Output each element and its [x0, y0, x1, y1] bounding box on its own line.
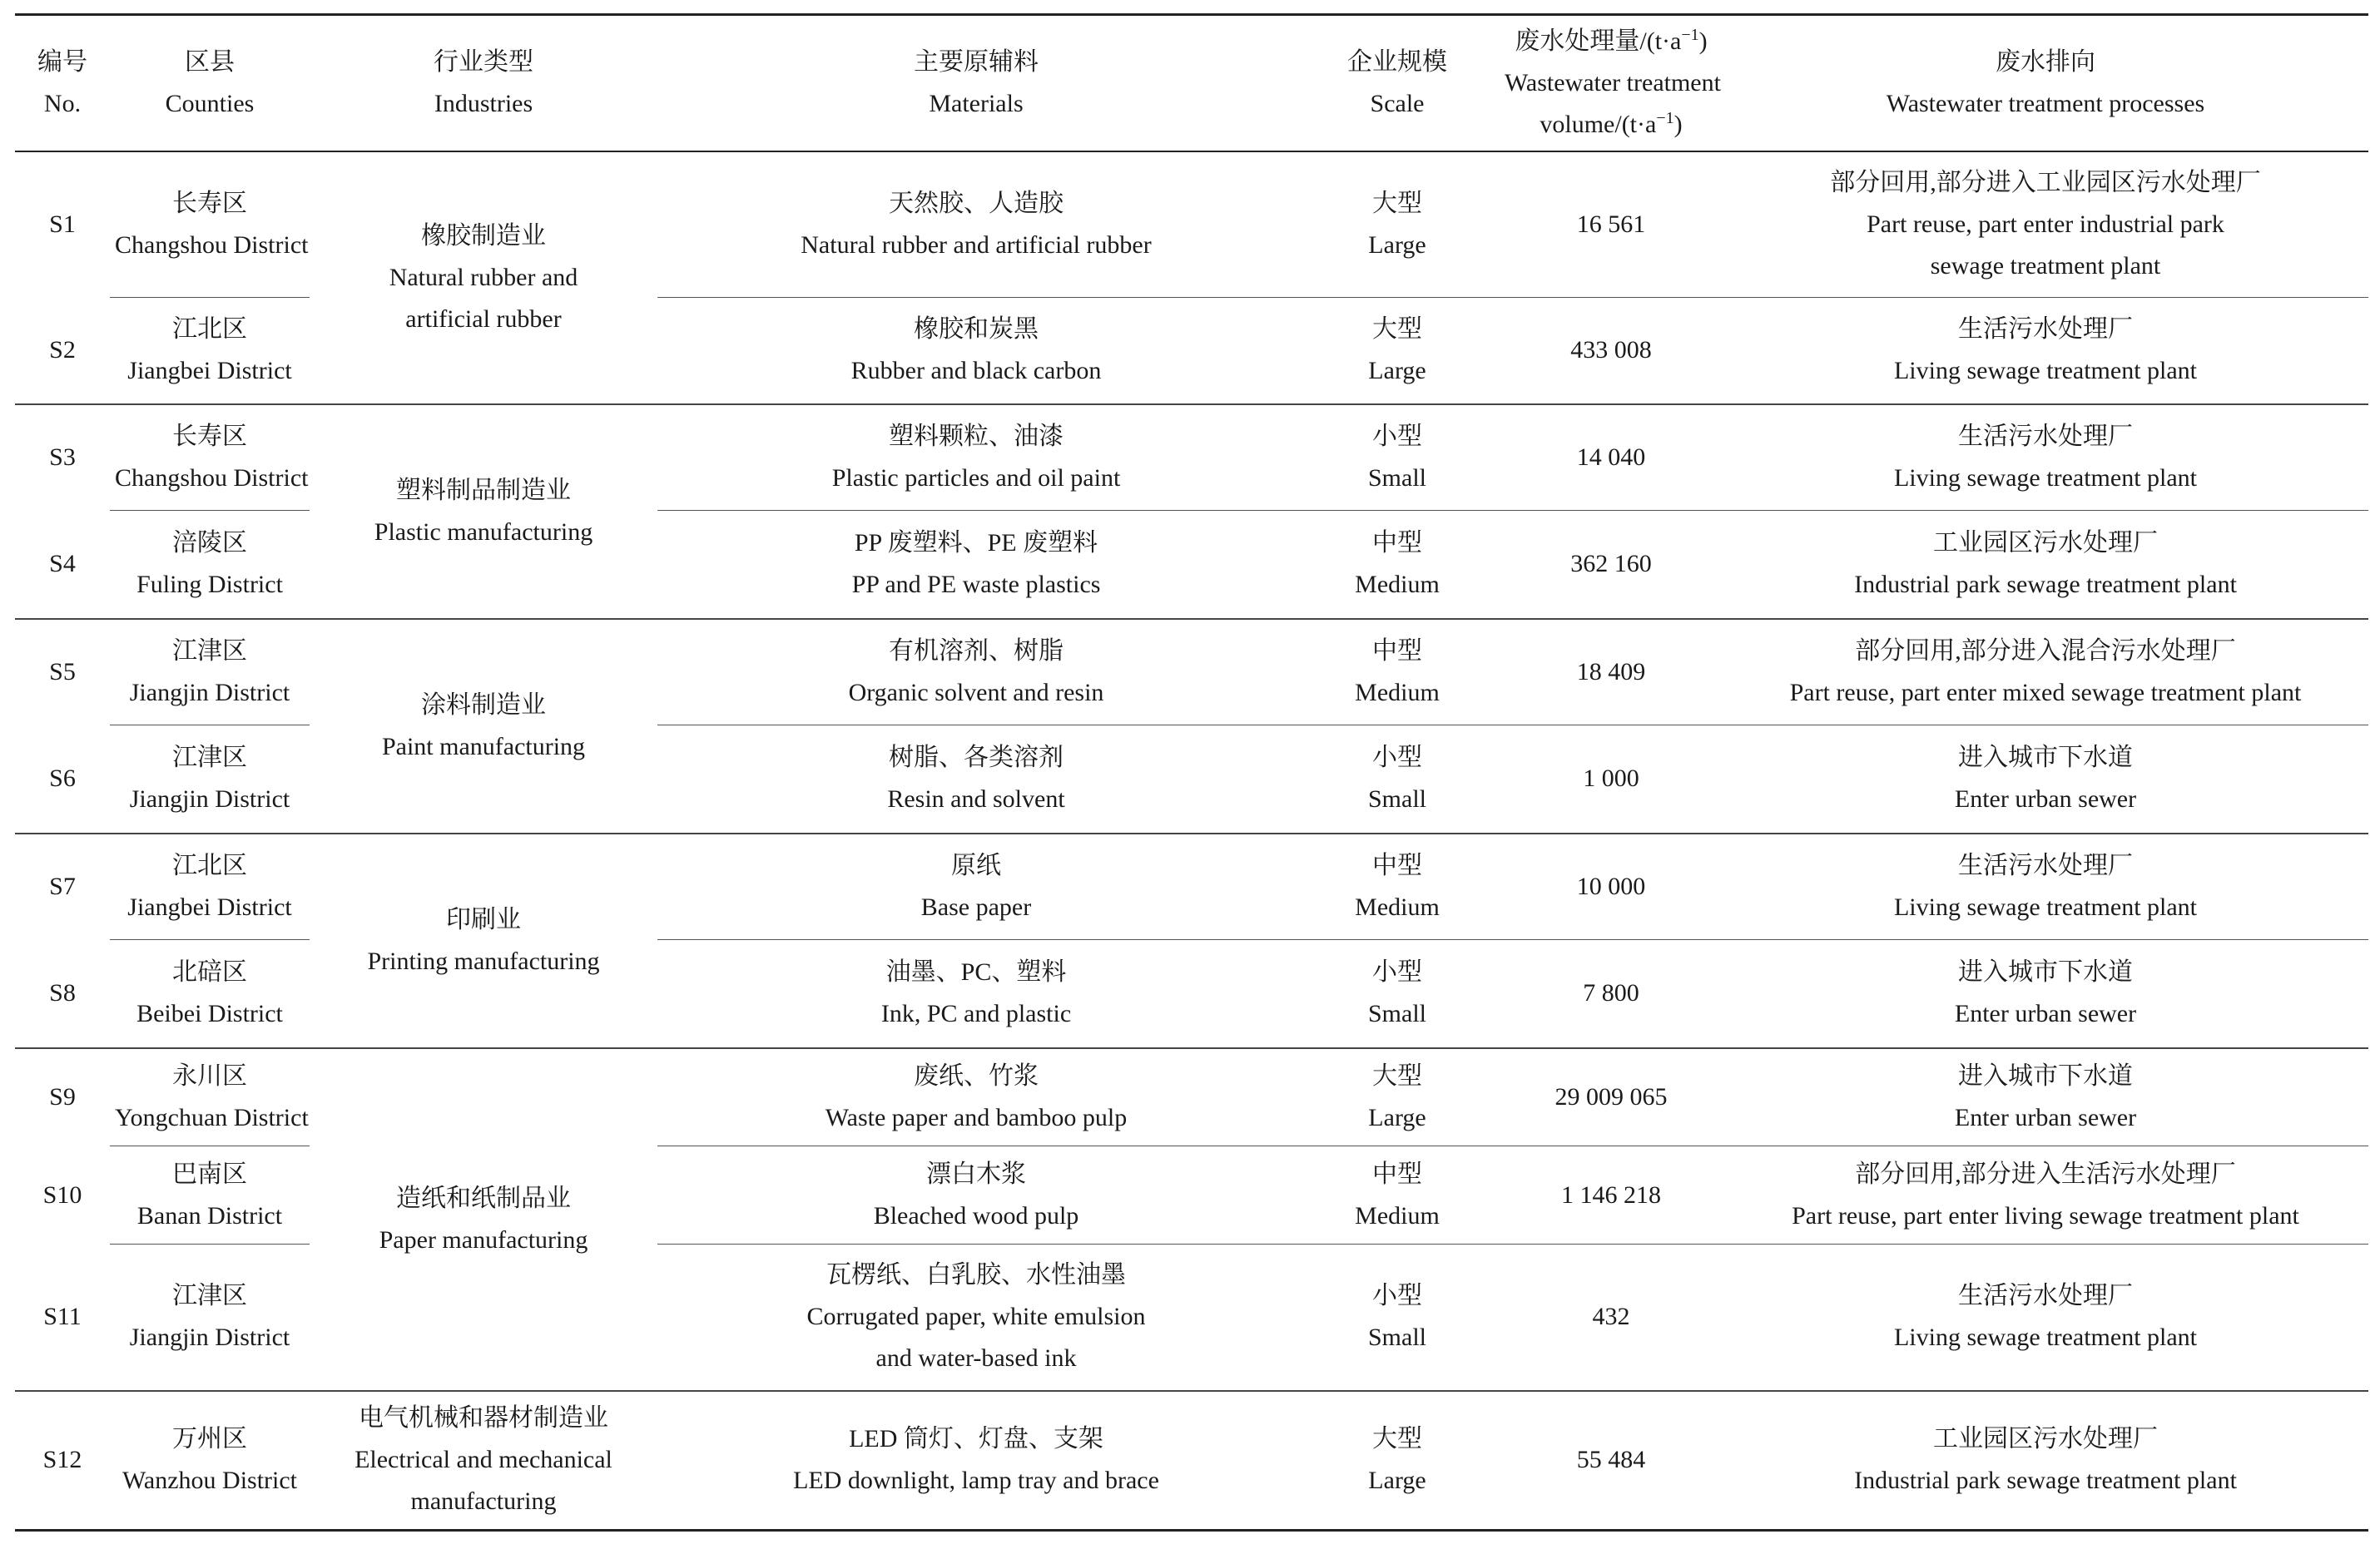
process-cell	[1723, 725, 2368, 834]
process-zh: 部分回用,部分进入混合污水处理厂	[1855, 636, 2236, 665]
volume-cell	[1500, 1391, 1723, 1531]
header-no-en: No.	[43, 89, 82, 117]
table-body	[15, 151, 2368, 1531]
row-number-text: S10	[42, 1180, 82, 1209]
row-number-text: S8	[49, 979, 76, 1007]
scale-cell	[1295, 1391, 1500, 1531]
materials-cell	[657, 1048, 1295, 1146]
process-zh: 生活污水处理厂	[1958, 1282, 2133, 1310]
county-zh: 江津区	[172, 636, 247, 665]
process-cell	[1723, 1048, 2368, 1146]
materials-en: Corrugated paper, white emulsion and water-based ink	[806, 1303, 1146, 1373]
industry-cell	[310, 619, 657, 834]
county-zh: 江津区	[172, 744, 247, 772]
process-en: Part reuse, part enter industrial park sewage treatment plant	[1867, 210, 2224, 280]
materials-cell	[657, 1245, 1295, 1391]
materials-en: Rubber and black carbon	[850, 357, 1102, 385]
industry-zh: 涂料制造业	[421, 690, 546, 719]
table-row	[15, 834, 2368, 940]
volume-value: 1 000	[1583, 765, 1639, 793]
scale-en: Medium	[1355, 571, 1440, 599]
materials-en: Waste paper and bamboo pulp	[825, 1103, 1128, 1131]
volume-value: 362 160	[1570, 550, 1652, 578]
county-en: Beibei District	[136, 1000, 283, 1028]
industry-zh: 造纸和纸制品业	[396, 1184, 571, 1212]
header-county-en: Counties	[165, 89, 255, 117]
industry-cell	[310, 1048, 657, 1391]
industry-zh: 塑料制品制造业	[396, 476, 571, 504]
volume-value: 55 484	[1576, 1446, 1646, 1474]
materials-zh: 原纸	[951, 851, 1001, 879]
process-en: Enter urban sewer	[1954, 1103, 2137, 1131]
volume-cell	[1500, 151, 1723, 298]
volume-cell	[1500, 834, 1723, 940]
materials-en: LED downlight, lamp tray and brace	[793, 1467, 1159, 1495]
county-zh: 永川区	[172, 1062, 247, 1090]
materials-zh: 有机溶剂、树脂	[889, 636, 1064, 665]
row-number-text: S12	[42, 1446, 82, 1474]
process-zh: 进入城市下水道	[1958, 1062, 2133, 1090]
volume-cell	[1500, 511, 1723, 619]
header-volume-en1: Wastewater treatment	[1505, 68, 1721, 97]
volume-cell	[1500, 725, 1723, 834]
materials-cell	[657, 404, 1295, 511]
header-volume-zh-text: 废水处理量/(t·a	[1515, 27, 1682, 55]
row-number	[15, 151, 110, 298]
county-zh: 北碚区	[172, 958, 247, 987]
process-en: Living sewage treatment plant	[1893, 1324, 2198, 1352]
process-en: Living sewage treatment plant	[1893, 893, 2198, 921]
materials-cell	[657, 725, 1295, 834]
header-materials-en: Materials	[929, 89, 1024, 117]
county-en: Jiangjin District	[129, 1324, 290, 1352]
row-number-text: S6	[49, 765, 76, 792]
volume-cell	[1500, 404, 1723, 511]
process-zh: 部分回用,部分进入生活污水处理厂	[1855, 1160, 2236, 1188]
header-volume-zh-close: )	[1698, 27, 1708, 55]
scale-cell	[1295, 511, 1500, 619]
materials-en: Natural rubber and artificial rubber	[801, 230, 1152, 259]
header-no-zh: 编号	[37, 47, 87, 76]
industry-zh: 印刷业	[446, 905, 521, 933]
row-number	[15, 619, 110, 725]
materials-zh: PP 废塑料、PE 废塑料	[854, 529, 1098, 557]
industry-cell	[310, 1391, 657, 1531]
volume-value: 16 561	[1576, 210, 1646, 238]
scale-cell	[1295, 725, 1500, 834]
county-zh: 长寿区	[172, 422, 247, 450]
row-number	[15, 940, 110, 1048]
row-number	[15, 1048, 110, 1146]
table-row	[15, 1391, 2368, 1531]
county-cell	[110, 1391, 310, 1531]
county-cell	[110, 940, 310, 1048]
county-en: Banan District	[136, 1201, 283, 1230]
header-industry-en: Industries	[434, 89, 533, 117]
county-cell	[110, 1048, 310, 1146]
row-number	[15, 1146, 110, 1245]
materials-cell	[657, 151, 1295, 298]
process-en: Enter urban sewer	[1954, 785, 2137, 814]
county-zh: 万州区	[172, 1425, 247, 1453]
process-en: Living sewage treatment plant	[1893, 463, 2198, 492]
scale-zh: 小型	[1372, 422, 1422, 450]
county-en: Jiangjin District	[129, 678, 290, 706]
industry-en: Plastic manufacturing	[374, 517, 593, 546]
row-number	[15, 834, 110, 940]
county-en: Wanzhou District	[121, 1467, 298, 1495]
row-number	[15, 404, 110, 511]
table-row	[15, 404, 2368, 511]
process-cell	[1723, 834, 2368, 940]
county-en: Jiangbei District	[127, 357, 292, 385]
row-number	[15, 725, 110, 834]
scale-zh: 大型	[1372, 1425, 1422, 1453]
process-zh: 部分回用,部分进入工业园区污水处理厂	[1830, 168, 2261, 196]
scale-en: Large	[1368, 357, 1426, 385]
process-zh: 工业园区污水处理厂	[1933, 529, 2158, 557]
county-cell	[110, 404, 310, 511]
header-county-zh: 区县	[185, 47, 235, 76]
county-cell	[110, 725, 310, 834]
scale-zh: 小型	[1372, 1282, 1422, 1310]
table-header	[15, 15, 2368, 151]
materials-zh: 油墨、PC、塑料	[885, 958, 1067, 987]
materials-cell	[657, 298, 1295, 404]
materials-en: Organic solvent and resin	[848, 678, 1104, 706]
process-cell	[1723, 940, 2368, 1048]
county-cell	[110, 1146, 310, 1245]
county-en: Jiangbei District	[127, 893, 292, 921]
volume-value: 1 146 218	[1561, 1180, 1661, 1209]
scale-zh: 小型	[1372, 958, 1422, 987]
process-cell	[1723, 1391, 2368, 1531]
row-number-text: S9	[49, 1083, 76, 1111]
header-no	[15, 15, 110, 151]
materials-zh: 漂白木浆	[926, 1160, 1026, 1188]
industry-cell	[310, 404, 657, 619]
process-cell	[1723, 1245, 2368, 1391]
table-row	[15, 1048, 2368, 1146]
row-number	[15, 511, 110, 619]
process-en: Living sewage treatment plant	[1893, 357, 2198, 385]
scale-zh: 中型	[1372, 529, 1422, 557]
scale-en: Large	[1368, 1467, 1426, 1495]
scale-cell	[1295, 619, 1500, 725]
header-volume-en2-text: volume/(t·a	[1540, 110, 1657, 138]
process-en: Part reuse, part enter living sewage treatment plant	[1792, 1201, 2299, 1230]
industry-cell	[310, 834, 657, 1048]
materials-en: Base paper	[920, 893, 1032, 921]
scale-en: Small	[1367, 1324, 1426, 1352]
row-number	[15, 298, 110, 404]
county-zh: 巴南区	[172, 1160, 247, 1188]
county-cell	[110, 511, 310, 619]
header-scale-en: Scale	[1370, 89, 1425, 117]
industry-en: Paint manufacturing	[381, 732, 586, 760]
scale-zh: 大型	[1372, 315, 1422, 344]
table-row	[15, 619, 2368, 725]
header-row	[15, 15, 2368, 151]
county-zh: 江北区	[172, 851, 247, 879]
county-cell	[110, 1245, 310, 1391]
scale-cell	[1295, 1146, 1500, 1245]
volume-value: 10 000	[1576, 872, 1646, 900]
materials-cell	[657, 1146, 1295, 1245]
materials-zh: 天然胶、人造胶	[889, 189, 1064, 217]
process-cell	[1723, 1146, 2368, 1245]
materials-zh: 橡胶和炭黑	[914, 315, 1039, 344]
row-number-text: S7	[49, 873, 76, 900]
scale-cell	[1295, 151, 1500, 298]
scale-en: Medium	[1355, 678, 1440, 706]
county-zh: 长寿区	[172, 189, 247, 217]
table-row	[15, 151, 2368, 298]
scale-zh: 中型	[1372, 851, 1422, 879]
header-industry-zh: 行业类型	[434, 47, 533, 76]
volume-cell	[1500, 1146, 1723, 1245]
process-zh: 工业园区污水处理厂	[1933, 1425, 2158, 1453]
row-number-text: S2	[49, 336, 76, 364]
row-number-text: S1	[49, 210, 76, 238]
volume-value: 18 409	[1576, 657, 1646, 685]
volume-cell	[1500, 619, 1723, 725]
process-zh: 进入城市下水道	[1958, 958, 2133, 987]
materials-cell	[657, 1391, 1295, 1531]
county-cell	[110, 619, 310, 725]
scale-zh: 小型	[1372, 744, 1422, 772]
scale-zh: 大型	[1372, 1062, 1422, 1090]
scale-cell	[1295, 834, 1500, 940]
materials-en: Bleached wood pulp	[873, 1201, 1079, 1230]
header-volume-en2-close: )	[1673, 110, 1683, 138]
volume-cell	[1500, 1245, 1723, 1391]
scale-cell	[1295, 940, 1500, 1048]
county-cell	[110, 834, 310, 940]
process-en: Enter urban sewer	[1954, 1000, 2137, 1028]
process-cell	[1723, 151, 2368, 298]
scale-zh: 中型	[1372, 1160, 1422, 1188]
industry-en: Printing manufacturing	[367, 947, 600, 975]
county-en: Changshou District	[115, 230, 309, 259]
county-en: Changshou District	[115, 463, 309, 492]
materials-zh: 废纸、竹浆	[914, 1062, 1039, 1090]
county-zh: 江津区	[172, 1282, 247, 1310]
scale-zh: 大型	[1372, 189, 1422, 217]
county-en: Jiangjin District	[129, 785, 290, 814]
county-en: Yongchuan District	[115, 1103, 309, 1131]
scale-cell	[1295, 1048, 1500, 1146]
scale-cell	[1295, 1245, 1500, 1391]
header-volume-en2	[1505, 104, 1718, 146]
header-volume	[1500, 15, 1723, 151]
scale-en: Medium	[1355, 893, 1440, 921]
process-zh: 生活污水处理厂	[1958, 851, 2133, 879]
header-process	[1723, 15, 2368, 151]
scale-en: Medium	[1355, 1201, 1440, 1230]
industry-en: Natural rubber and artificial rubber	[389, 263, 578, 333]
volume-cell	[1500, 298, 1723, 404]
materials-en: Ink, PC and plastic	[880, 1000, 1072, 1028]
volume-value: 7 800	[1583, 979, 1639, 1007]
header-process-en: Wastewater treatment processes	[1886, 89, 2205, 117]
materials-zh: 塑料颗粒、油漆	[889, 422, 1064, 450]
county-en: Fuling District	[136, 571, 283, 599]
header-materials-zh: 主要原辅料	[914, 47, 1039, 76]
row-number-text: S11	[43, 1303, 82, 1330]
process-cell	[1723, 619, 2368, 725]
header-county	[110, 15, 310, 151]
volume-value: 14 040	[1576, 443, 1646, 471]
scale-en: Large	[1368, 1103, 1426, 1131]
county-cell	[110, 298, 310, 404]
header-volume-en2-sup: −1	[1656, 108, 1674, 127]
process-zh: 进入城市下水道	[1958, 744, 2133, 772]
row-number-text: S3	[49, 443, 76, 471]
process-cell	[1723, 404, 2368, 511]
materials-cell	[657, 619, 1295, 725]
volume-cell	[1500, 1048, 1723, 1146]
materials-en: Plastic particles and oil paint	[831, 463, 1121, 492]
header-volume-zh	[1505, 21, 1718, 62]
materials-en: PP and PE waste plastics	[851, 571, 1101, 599]
process-zh: 生活污水处理厂	[1958, 422, 2133, 450]
industry-en: Paper manufacturing	[379, 1225, 588, 1254]
header-process-zh: 废水排向	[1996, 47, 2095, 76]
county-zh: 江北区	[172, 315, 247, 344]
scale-en: Small	[1367, 463, 1426, 492]
county-zh: 涪陵区	[172, 529, 247, 557]
materials-en: Resin and solvent	[887, 785, 1065, 814]
header-scale-zh: 企业规模	[1347, 47, 1447, 76]
header-scale	[1295, 15, 1500, 151]
process-cell	[1723, 511, 2368, 619]
materials-zh: 瓦楞纸、白乳胶、水性油墨	[826, 1261, 1126, 1289]
materials-zh: 树脂、各类溶剂	[889, 744, 1064, 772]
volume-cell	[1500, 940, 1723, 1048]
scale-zh: 中型	[1372, 636, 1422, 665]
county-cell	[110, 151, 310, 298]
industry-zh: 电气机械和器材制造业	[359, 1404, 608, 1433]
row-number-text: S4	[49, 550, 76, 577]
row-number-text: S5	[49, 658, 76, 685]
process-en: Industrial park sewage treatment plant	[1854, 1467, 2237, 1495]
volume-value: 433 008	[1570, 336, 1652, 364]
industry-zh: 橡胶制造业	[421, 221, 546, 250]
process-en: Industrial park sewage treatment plant	[1854, 571, 2237, 599]
row-number	[15, 1245, 110, 1391]
materials-cell	[657, 940, 1295, 1048]
industrial-wastewater-table	[15, 13, 2368, 1532]
materials-cell	[657, 834, 1295, 940]
volume-value: 29 009 065	[1554, 1082, 1668, 1111]
scale-cell	[1295, 404, 1500, 511]
header-volume-zh-sup: −1	[1681, 25, 1699, 44]
process-cell	[1723, 298, 2368, 404]
volume-value: 432	[1592, 1303, 1630, 1331]
header-industry	[310, 15, 657, 151]
row-number	[15, 1391, 110, 1531]
scale-en: Small	[1367, 785, 1426, 814]
scale-en: Small	[1367, 1000, 1426, 1028]
scale-cell	[1295, 298, 1500, 404]
header-materials	[657, 15, 1295, 151]
materials-zh: LED 筒灯、灯盘、支架	[849, 1425, 1103, 1453]
materials-cell	[657, 511, 1295, 619]
process-en: Part reuse, part enter mixed sewage treatment plant	[1789, 678, 2302, 706]
scale-en: Large	[1368, 230, 1426, 259]
process-zh: 生活污水处理厂	[1958, 315, 2133, 344]
industry-en: Electrical and mechanical manufacturing	[355, 1446, 612, 1516]
industry-cell	[310, 151, 657, 404]
